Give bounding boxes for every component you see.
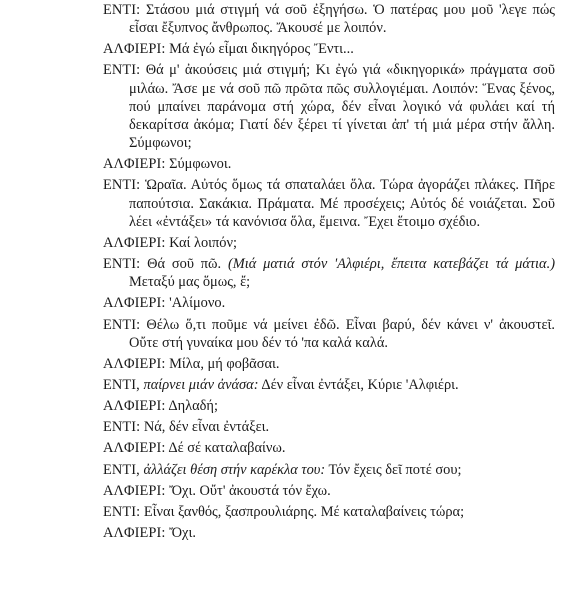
line-text: Ὄχι. [165,525,196,542]
dialogue-turn [103,418,555,436]
line-text: Σύμφωνοι. [165,156,232,173]
dialogue-turn [103,524,555,542]
dialogue-turn [103,439,555,457]
line-text: Μίλα, μή φοβᾶσαι. [165,355,280,372]
dialogue-turn [103,376,555,394]
speaker-name: ΑΛΦΙΕΡΙ: [103,41,166,58]
line-text: Εἶναι ξανθός, ξασπρουλιάρης. Μέ καταλαβαίνεις τώρα; [140,503,465,520]
line-text: Θέλω ὅ,τι ποῦμε νά μείνει ἐδῶ. Εἶναι βαρύ, δέν κάνει ν' ἀκουστεῖ. Οὔτε στή γυναίκα μου δέν τό 'πα καλά καλά. [129,316,555,351]
speaker-name: ΑΛΦΙΕΡΙ: [103,156,166,173]
speaker-name: ΕΝΤΙ: [103,2,141,18]
dialogue-turn [103,176,555,230]
speaker-name: ΕΝΤΙ: [103,62,141,79]
speaker-name: ΕΝΤΙ, [103,461,140,478]
speaker-name: ΕΝΤΙ: [103,177,141,194]
line-text: Ὡραῖα. Αὐτός ὅμως τά σπαταλάει ὅλα. Τώρα ἀγοράζει πλάκες. Πῆρε παπούτσια. Σακάκια. Πράματα. Μέ προσέχεις; Αὐτός δέ νοιάζεται. Σοῦ λέει «ἐντάξει» τά κανόνισα ὅλα, ἔμεινα. Ἔχει ἕτοιμο σχέδιο. [129,177,555,230]
line-text: Ὄχι. Οὔτ' ἀκουστά τόν ἔχω. [165,482,331,499]
line-text: Θά μ' ἀκούσεις μιά στιγμή; Κι ἐγώ γιά «δικηγορικά» πράγματα σοῦ μιλάω. Ἄσε με νά σοῦ πῶ πρῶτα πῶς συλλογιέμαι. Λοιπόν: Ἕνας ξένος, πού μπαίνει παράνομα στή χώρα, δέν εἶναι λογικό νά φυλάει καί τή δεκαρίτσα ἀκόμα; Γιατί δέν ξέρει τί γίνεται ἀπ' τή μιά μέρα στήν ἄλλη. Σύμφωνοι; [129,62,555,152]
line-text: Δέν εἶναι ἐντάξει, Κύριε 'Αλφιέρι. [258,376,459,393]
line-text: Δέ σέ καταλαβαίνω. [165,440,286,457]
dialogue-turn [103,503,555,521]
dialogue-turn [103,255,555,291]
dialogue-turn [103,355,555,373]
speaker-name: ΑΛΦΙΕΡΙ: [103,482,166,499]
dialogue [103,1,555,542]
line-text: Καί λοιπόν; [165,234,238,251]
speaker-name: ΑΛΦΙΕΡΙ: [103,525,166,542]
dialogue-turn [103,482,555,500]
line-text: Δηλαδή; [165,398,218,415]
line-text: Στάσου μιά στιγμή νά σοῦ ἐξηγήσω. Ὁ πατέρας μου μοῦ 'λεγε πώς εἶσαι ἔξυπνος ἄνθρωπος. Ἄκουσέ με λοιπόν. [129,2,555,37]
line-text: Μά ἐγώ εἶμαι δικηγόρος Ἔντι... [165,41,354,58]
dialogue-turn [103,316,555,352]
speaker-name: ΑΛΦΙΕΡΙ: [103,355,166,372]
speaker-name: ΕΝΤΙ: [103,419,141,436]
line-text: Μεταξύ μας ὅμως, ἔ; [129,274,251,291]
speaker-name: ΕΝΤΙ: [103,503,141,520]
stage-direction: (Μιά ματιά στόν 'Αλφιέρι, ἔπειτα κατεβάζει τά μάτια.) [227,256,555,273]
line-text: Θά σοῦ πῶ. [140,256,228,273]
speaker-name: ΑΛΦΙΕΡΙ: [103,234,166,251]
dialogue-turn [103,397,555,415]
dialogue-turn [103,40,555,58]
stage-direction: ἀλλάζει θέση στήν καρέκλα του: [143,461,326,478]
script-page [103,0,555,545]
dialogue-turn [103,61,555,152]
dialogue-turn [103,155,555,173]
dialogue-turn [103,234,555,252]
stage-direction: παίρνει μιάν ἀνάσα: [143,376,259,393]
speaker-name: ΑΛΦΙΕΡΙ: [103,440,166,457]
line-text: 'Αλίμονο. [165,295,226,312]
dialogue-turn [103,294,555,312]
line-text: Τόν ἔχεις δεῖ ποτέ σου; [325,461,462,478]
dialogue-turn [103,461,555,479]
speaker-name: ΕΝΤΙ, [103,376,140,393]
dialogue-turn [103,1,555,37]
speaker-name: ΑΛΦΙΕΡΙ: [103,398,166,415]
speaker-name: ΕΝΤΙ: [103,316,141,333]
speaker-name: ΕΝΤΙ: [103,256,141,273]
line-text: Νά, δέν εἶναι ἐντάξει. [140,419,270,436]
speaker-name: ΑΛΦΙΕΡΙ: [103,295,166,312]
